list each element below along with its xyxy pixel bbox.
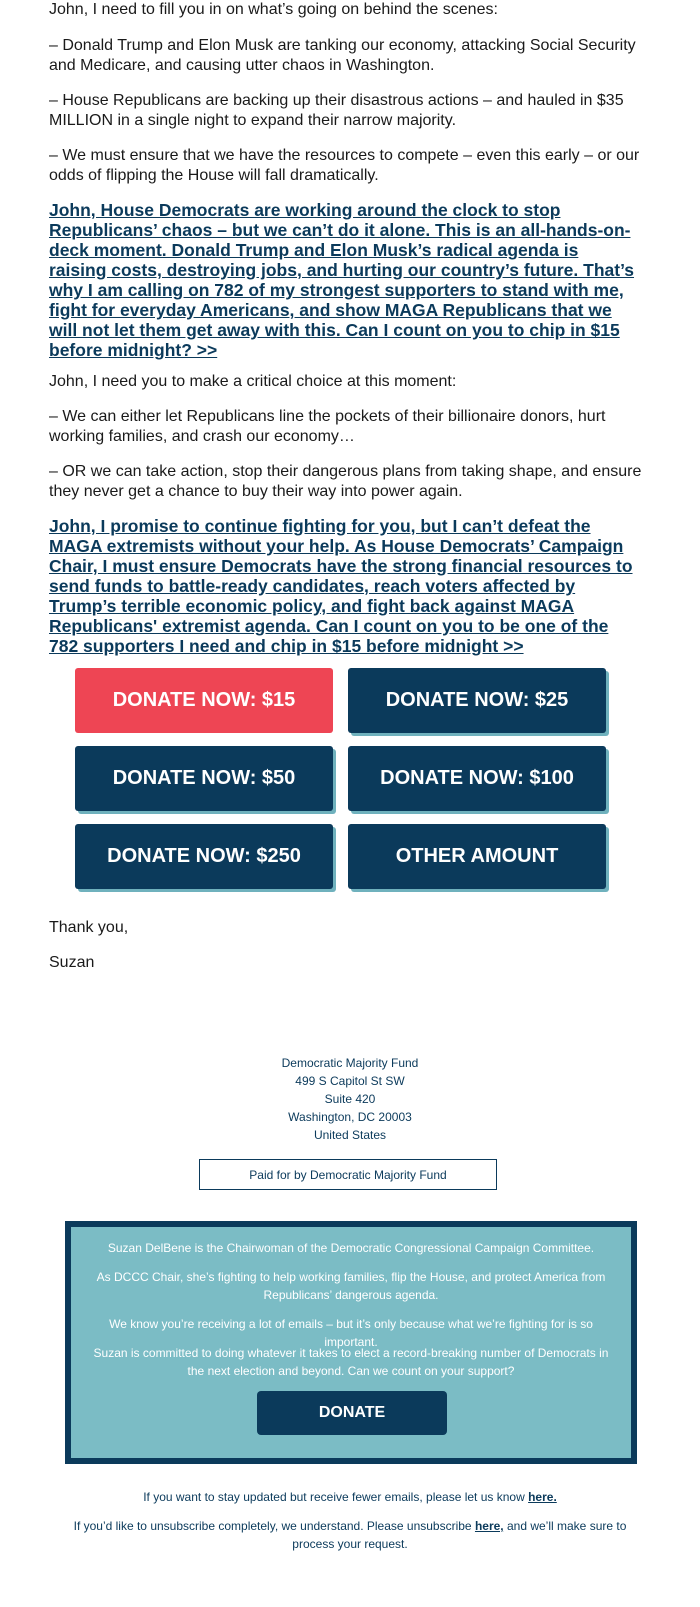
donate-15-button[interactable]: DONATE NOW: $15 <box>75 668 333 733</box>
address-country: United States <box>313 1128 387 1142</box>
fewer-emails-text: If you want to stay updated but receive fewer emails, please let us know <box>143 1490 525 1504</box>
paragraph-critical-choice: John, I need you to make a critical choice at this moment: <box>49 373 457 390</box>
other-amount-button[interactable]: OTHER AMOUNT <box>348 824 606 889</box>
info-line-support: Suzan is committed to doing whatever it takes to elect a record-breaking number of Democrats in the next election and beyond. Can we count on your support? <box>93 1346 609 1378</box>
address-street: 499 S Capitol St SW <box>295 1074 405 1088</box>
donate-100-button[interactable]: DONATE NOW: $100 <box>348 746 606 811</box>
cta-link-2[interactable]: John, I promise to continue fighting for you, but I can’t defeat the MAGA extremists without your help. As House Democrats’ Campaign Chair, I must ensure Democrats have the strong financial resources to send funds to battle-ready candidates, reach voters affected by Trump’s terrible economic policy, and fight back against MAGA Republicans' extremist agenda. Can I count on you to be one of the 782 supporters I need and chip in $15 before midnight >> <box>49 516 633 656</box>
paragraph-option-two: – OR we can take action, stop their dangerous plans from taking shape, and ensure they never get a chance to buy their way into power again. <box>49 463 642 500</box>
info-donate-button[interactable]: DONATE <box>257 1391 447 1435</box>
donate-250-button[interactable]: DONATE NOW: $250 <box>75 824 333 889</box>
address-suite: Suite 420 <box>324 1092 376 1106</box>
mailing-address <box>0 1054 700 1144</box>
address-org: Democratic Majority Fund <box>281 1056 419 1070</box>
info-line-dccc-chair: As DCCC Chair, she’s fighting to help working families, flip the House, and protect America from Republicans’ dangerous agenda. <box>96 1270 606 1302</box>
unsubscribe-text-1: If you’d like to unsubscribe completely, we understand. Please unsubscribe <box>73 1519 472 1533</box>
fewer-emails-note <box>60 1488 640 1506</box>
cta-link-1[interactable]: John, House Democrats are working around the clock to stop Republicans’ chaos – but we can’t do it alone. This is an all-hands-on-deck moment. Donald Trump and Elon Musk’s radical agenda is raising costs, destroying jobs, and hurting our country’s future. That’s why I am calling on 782 of my strongest supporters to stand with me, fight for everyday Americans, and show MAGA Republicans that we will not let them get away with this. Can I count on you to chip in $15 before midnight? >> <box>49 200 635 360</box>
paragraph-trump-musk: – Donald Trump and Elon Musk are tanking our economy, attacking Social Security and Medicare, and causing utter chaos in Washington. <box>49 37 636 74</box>
info-line-emails: We know you’re receiving a lot of emails – but it’s only because what we’re fighting for is so important. <box>109 1317 593 1349</box>
unsubscribe-text-2: and we’ll make sure to process your request. <box>292 1519 627 1551</box>
info-line-chairwoman: Suzan DelBene is the Chairwoman of the Democratic Congressional Campaign Committee. <box>107 1241 595 1255</box>
donate-25-button[interactable]: DONATE NOW: $25 <box>348 668 606 733</box>
unsubscribe-link[interactable]: here, <box>474 1519 504 1533</box>
paragraph-house-republicans: – House Republicans are backing up their disastrous actions – and hauled in $35 MILLION in a single night to expand their narrow majority. <box>49 92 624 129</box>
unsubscribe-note <box>60 1517 640 1553</box>
paragraph-option-one: – We can either let Republicans line the pockets of their billionaire donors, hurt working families, and crash our economy… <box>49 408 606 445</box>
paid-for-disclaimer: Paid for by Democratic Majority Fund <box>199 1159 497 1190</box>
signoff-thanks: Thank you, <box>49 919 129 936</box>
info-box <box>65 1221 637 1464</box>
address-city: Washington, DC 20003 <box>288 1110 412 1124</box>
paragraph-resources: – We must ensure that we have the resources to compete – even this early – or our odds of flipping the House will fall dramatically. <box>49 147 640 184</box>
donate-50-button[interactable]: DONATE NOW: $50 <box>75 746 333 811</box>
fewer-emails-link[interactable]: here. <box>528 1490 557 1504</box>
signoff-name: Suzan <box>49 954 95 971</box>
intro-paragraph: John, I need to fill you in on what’s going on behind the scenes: <box>49 1 498 18</box>
